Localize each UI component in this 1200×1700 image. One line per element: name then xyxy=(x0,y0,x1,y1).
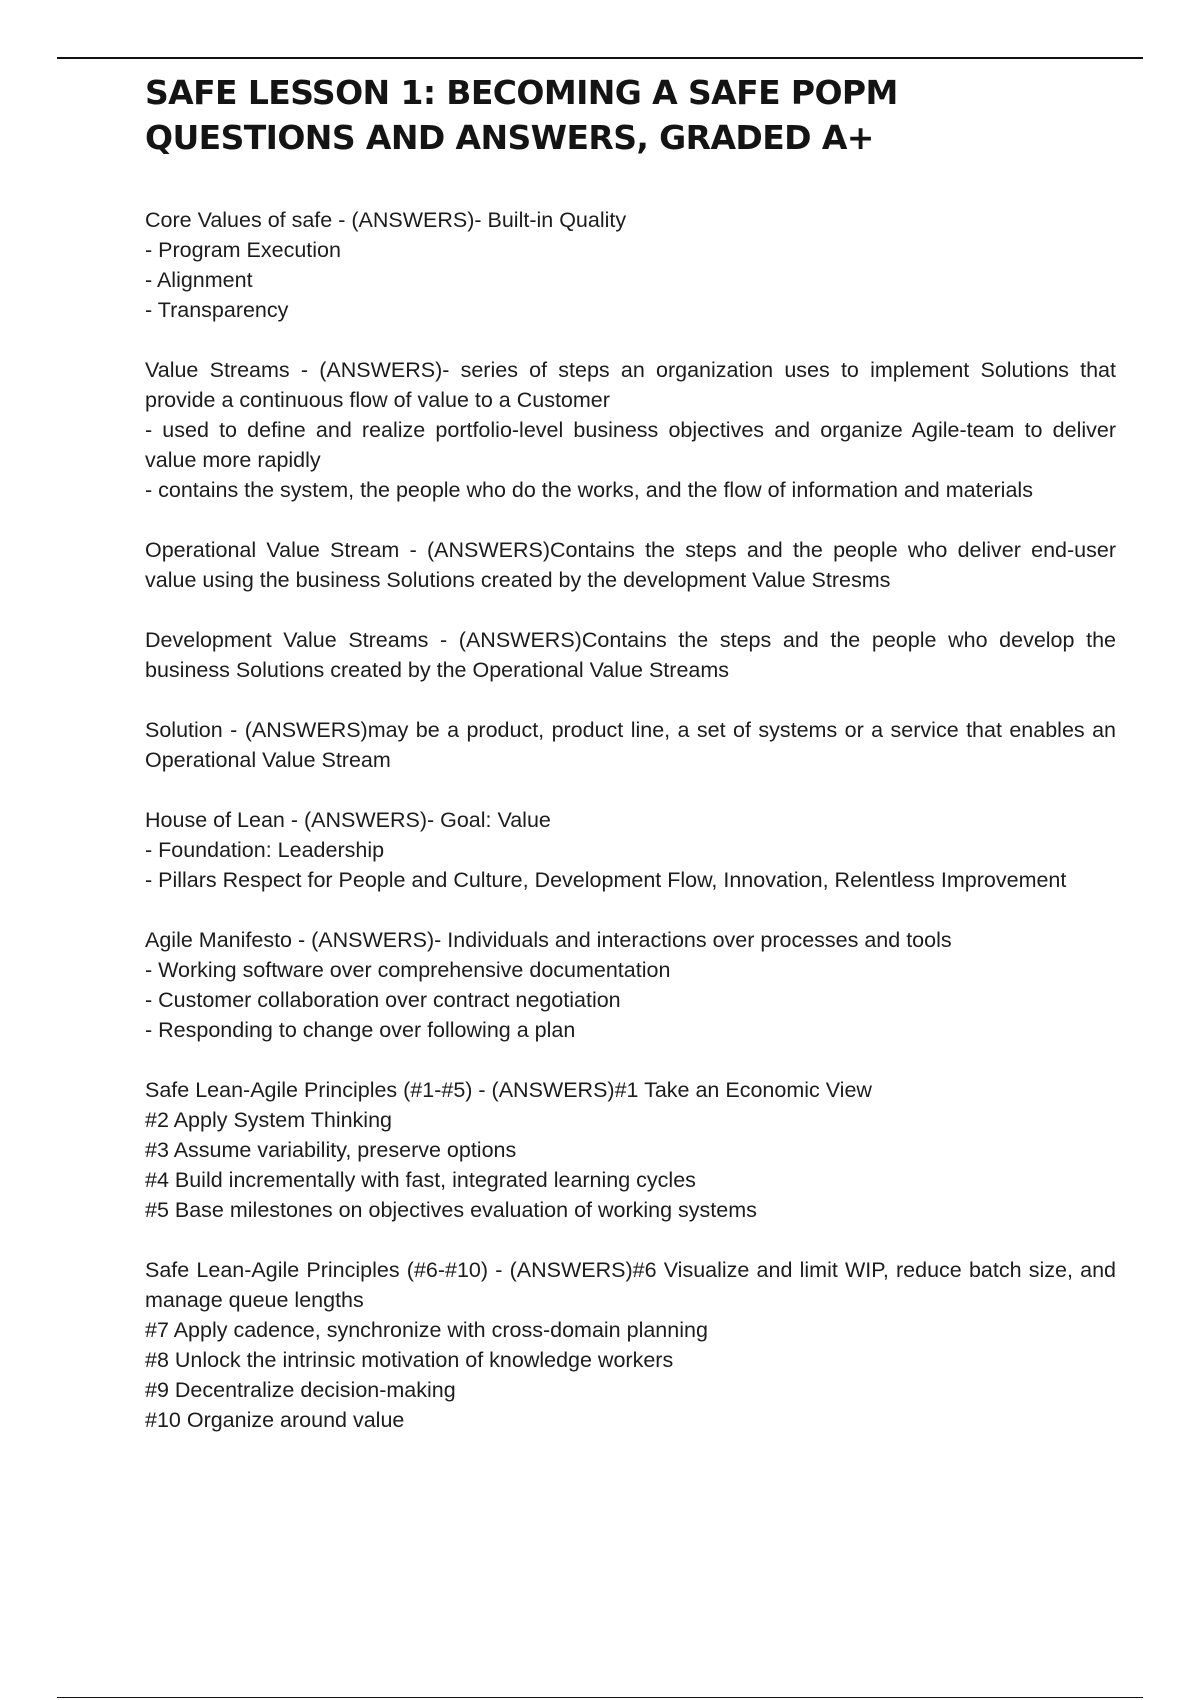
qa-entry-operational-value-stream xyxy=(145,535,1116,595)
qa-line: #5 Base milestones on objectives evaluation of working systems xyxy=(145,1198,757,1222)
qa-line: Value Streams - (ANSWERS)- series of steps an organization uses to implement Solutions that provide a continuous flow of value to a Customer xyxy=(145,358,1116,412)
document-body xyxy=(145,70,1116,1465)
qa-line: - contains the system, the people who do the works, and the flow of information and materials xyxy=(145,478,1033,502)
qa-entry-principles-6-10 xyxy=(145,1255,1116,1435)
qa-line: Development Value Streams - (ANSWERS)Contains the steps and the people who develop the business Solutions created by the Operational Value Streams xyxy=(145,628,1116,682)
qa-entry-principles-1-5 xyxy=(145,1075,1116,1225)
qa-line: Agile Manifesto - (ANSWERS)- Individuals and interactions over processes and tools xyxy=(145,928,952,952)
qa-entry-solution xyxy=(145,715,1116,775)
qa-line: - Responding to change over following a plan xyxy=(145,1018,576,1042)
qa-line: #8 Unlock the intrinsic motivation of knowledge workers xyxy=(145,1348,674,1372)
qa-line: - Alignment xyxy=(145,268,253,292)
qa-line: #2 Apply System Thinking xyxy=(145,1108,392,1132)
qa-entry-value-streams xyxy=(145,355,1116,505)
qa-list xyxy=(145,205,1116,1435)
qa-line: #9 Decentralize decision-making xyxy=(145,1378,456,1402)
qa-line: #10 Organize around value xyxy=(145,1408,405,1432)
bottom-divider xyxy=(57,1697,1143,1698)
qa-line: - used to define and realize portfolio-level business objectives and organize Agile-team to deliver value more rapidly xyxy=(145,418,1116,472)
qa-line: Solution - (ANSWERS)may be a product, product line, a set of systems or a service that enables an Operational Value Stream xyxy=(145,718,1116,772)
qa-entry-development-value-streams xyxy=(145,625,1116,685)
qa-line: - Foundation: Leadership xyxy=(145,838,385,862)
document-title: SAFE LESSON 1: BECOMING A SAFE POPM QUESTIONS AND ANSWERS, GRADED A+ xyxy=(145,73,898,157)
qa-line: #3 Assume variability, preserve options xyxy=(145,1138,517,1162)
qa-line: - Pillars Respect for People and Culture, Development Flow, Innovation, Relentless Improvement xyxy=(145,868,1067,892)
qa-line: #7 Apply cadence, synchronize with cross-domain planning xyxy=(145,1318,708,1342)
qa-line: - Working software over comprehensive documentation xyxy=(145,958,671,982)
qa-entry-core-values xyxy=(145,205,1116,325)
top-divider xyxy=(57,57,1143,59)
qa-line: #4 Build incrementally with fast, integrated learning cycles xyxy=(145,1168,696,1192)
qa-line: - Customer collaboration over contract negotiation xyxy=(145,988,621,1012)
qa-line: Safe Lean-Agile Principles (#6-#10) - (ANSWERS)#6 Visualize and limit WIP, reduce batch size, and manage queue lengths xyxy=(145,1258,1116,1312)
qa-line: House of Lean - (ANSWERS)- Goal: Value xyxy=(145,808,551,832)
qa-entry-house-of-lean xyxy=(145,805,1116,895)
qa-line: Operational Value Stream - (ANSWERS)Contains the steps and the people who deliver end-user value using the business Solutions created by the development Value Stresms xyxy=(145,538,1116,592)
qa-entry-agile-manifesto xyxy=(145,925,1116,1045)
qa-line: - Program Execution xyxy=(145,238,341,262)
qa-line: Safe Lean-Agile Principles (#1-#5) - (ANSWERS)#1 Take an Economic View xyxy=(145,1078,872,1102)
qa-line: - Transparency xyxy=(145,298,289,322)
qa-line: Core Values of safe - (ANSWERS)- Built-in Quality xyxy=(145,208,627,232)
